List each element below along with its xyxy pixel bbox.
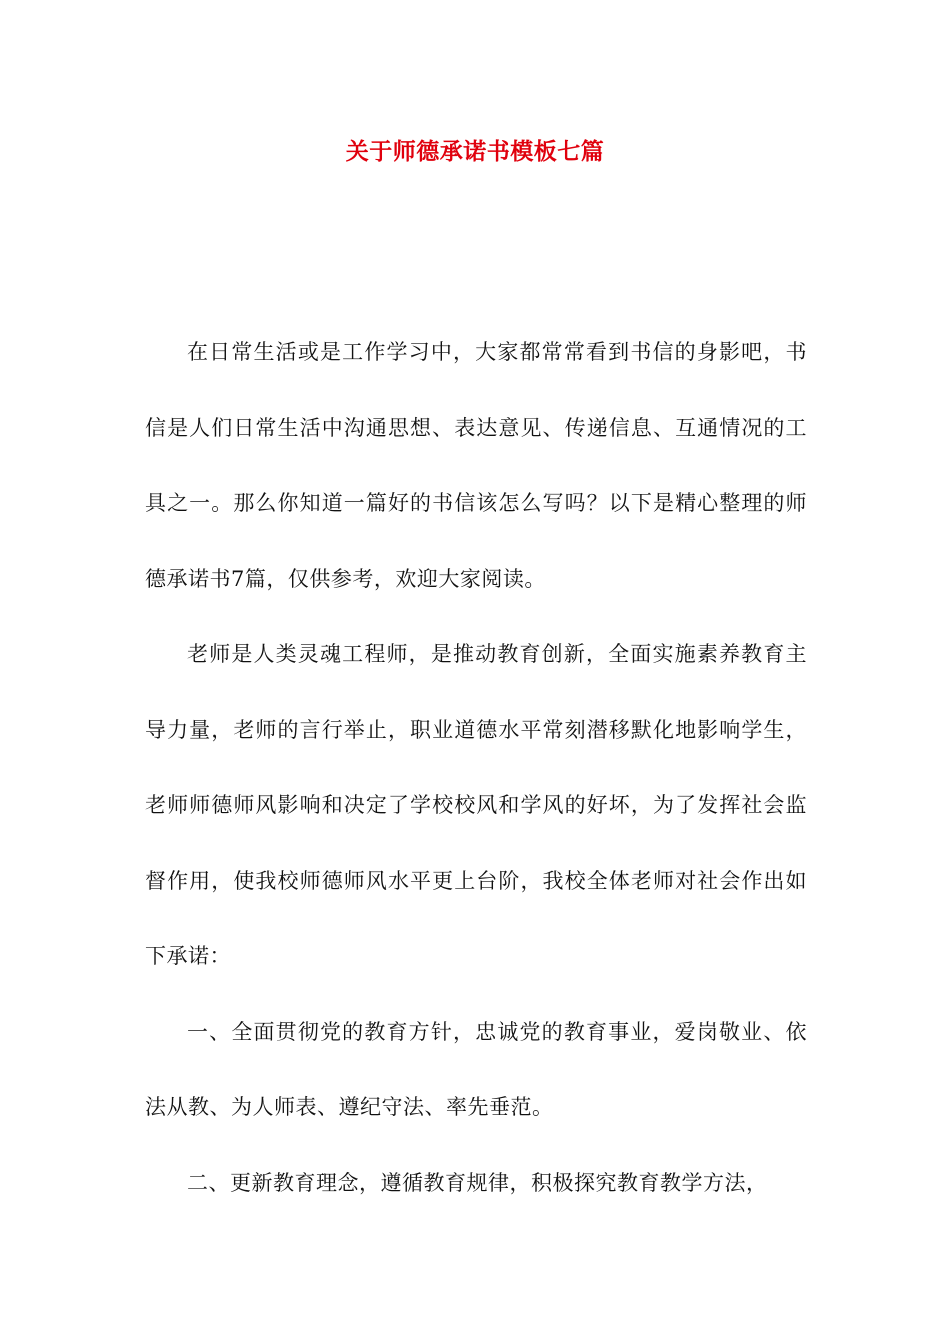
- paragraph-promise-2: 二、更新教育理念，遵循教育规律，积极探究教育教学方法，: [187, 1170, 768, 1195]
- paragraph-promise-1: 一、全面贯彻党的教育方针，忠诚党的教育事业，爱岗敬业、依法从教、为人师表、遵纪守法、率先垂范。: [145, 1019, 807, 1119]
- paragraph-intro: 在日常生活或是工作学习中，大家都常常看到书信的身影吧，书信是人们日常生活中沟通思想、表达意见、传递信息、互通情况的工具之一。那么你知道一篇好的书信该怎么写吗？以下是精心整理的师德承诺书7篇，仅供参考，欢迎大家阅读。: [145, 340, 807, 591]
- paragraph-teacher-role: 老师是人类灵魂工程师，是推动教育创新，全面实施素养教育主导力量，老师的言行举止，职业道德水平常刻潜移默化地影响学生，老师师德师风影响和决定了学校校风和学风的好坏，为了发挥社会监督作用，使我校师德师风水平更上台阶，我校全体老师对社会作出如下承诺：: [145, 642, 807, 968]
- document-body: [145, 315, 807, 1221]
- document-title: 关于师德承诺书模板七篇: [345, 138, 605, 165]
